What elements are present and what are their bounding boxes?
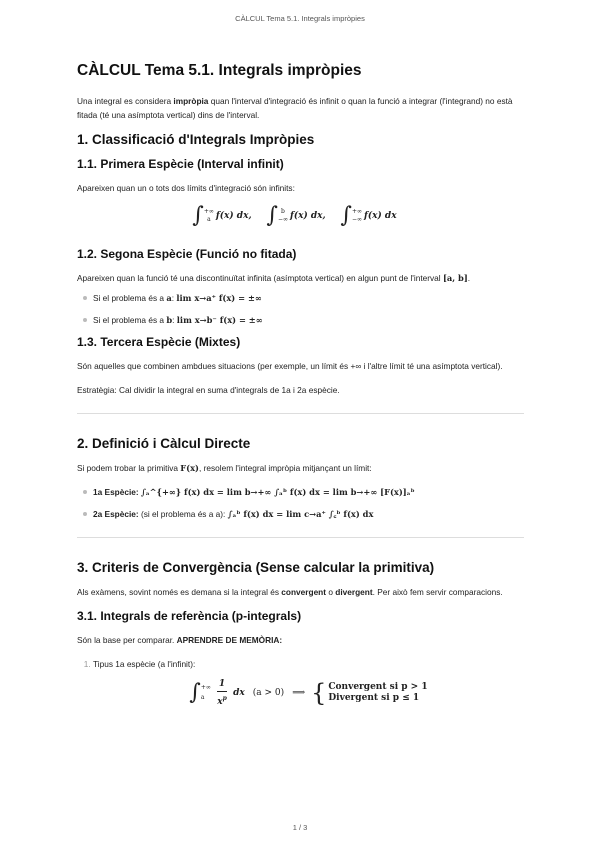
subsection-1-3-text: Són aquelles que combinen ambdues situacions (per exemple, un límit és +∞ i l'altre límit té una asímptota vertical). [77, 361, 503, 371]
section-3-text: Als exàmens, sovint només es demana si la integral és convergent o divergent. Per això fem servir comparacions. [77, 587, 503, 597]
p-integral-formula: ∫ +∞ a $\frac{1}{x^p}$ dx (a > 0) ⟹ { Convergent si p > 1 Divergent si p ≤ 1 [189, 679, 428, 707]
list-item: 1a Espècie: ∫ₐ^{+∞} f(x) dx = lim b→+∞ ∫ₐᵇ f(x) dx = lim b→+∞ [F(x)]ₐᵇ [93, 485, 524, 499]
subsection-1-2-title: 1.2. Segona Espècie (Funció no fitada) [77, 247, 297, 261]
section-divider [77, 537, 524, 538]
subsection-1-1-title: 1.1. Primera Espècie (Interval infinit) [77, 157, 284, 171]
section-1-title: 1. Classificació d'Integrals Impròpies [77, 132, 315, 147]
page-title: CÀLCUL Tema 5.1. Integrals impròpies [77, 62, 362, 79]
section-2-title: 2. Definició i Càlcul Directe [77, 436, 251, 451]
list-item: 1. Tipus 1a espècie (a l'infinit): ∫ +∞ a $\frac{1}{x^p}$ dx (a > 0) ⟹ { Convergent si p > 1 Divergent si p ≤ 1 [93, 657, 524, 709]
subsection-3-1-title: 3.1. Integrals de referència (p-integrals) [77, 609, 302, 623]
reference-list [77, 657, 524, 709]
subsection-3-1-text: Són la base per comparar. APRENDRE DE MEMÒRIA: [77, 635, 283, 645]
intro-paragraph: Una integral es considera impròpia quan l'interval d'integració és infinit o quan la funció a integrar (l'integrand) no està fitada (té una asímptota vertical) dins de l'interval. [77, 96, 513, 120]
second-kind-list [77, 291, 524, 327]
list-item: Si el problema és a b: lim x→b⁻ f(x) = ±∞ [93, 313, 524, 327]
subsection-1-2-text: Apareixen quan la funció té una discontinuïtat infinita (asímptota vertical) en algun punt de l'interval [a, b]. [77, 273, 471, 283]
section-3-title: 3. Criteris de Convergència (Sense calcular la primitiva) [77, 560, 435, 575]
definition-list [77, 485, 524, 521]
list-item: 2a Espècie: (si el problema és a a): ∫ₐᵇ f(x) dx = lim c→a⁺ ∫꜀ᵇ f(x) dx [93, 507, 524, 521]
running-header: CÀLCUL Tema 5.1. Integrals impròpies [235, 14, 365, 23]
subsection-1-3-title: 1.3. Tercera Espècie (Mixtes) [77, 335, 241, 349]
list-item: Si el problema és a a: lim x→a⁺ f(x) = ±∞ [93, 291, 524, 305]
subsection-1-1-text: Apareixen quan un o tots dos límits d'integració són infinits: [77, 183, 295, 193]
section-divider [77, 413, 524, 414]
document-page [77, 62, 524, 709]
section-2-text: Si podem trobar la primitiva F(x), resolem l'integral impròpia mitjançant un límit: [77, 463, 372, 473]
first-kind-formulas: ∫+∞ a f(x) dx, ∫ b −∞ f(x) dx, ∫+∞ −∞ f(x) dx [192, 203, 397, 228]
strategy-text: Estratègia: Cal dividir la integral en suma d'integrals de 1a i 2a espècie. [77, 385, 340, 395]
page-number: 1 / 3 [292, 823, 308, 832]
